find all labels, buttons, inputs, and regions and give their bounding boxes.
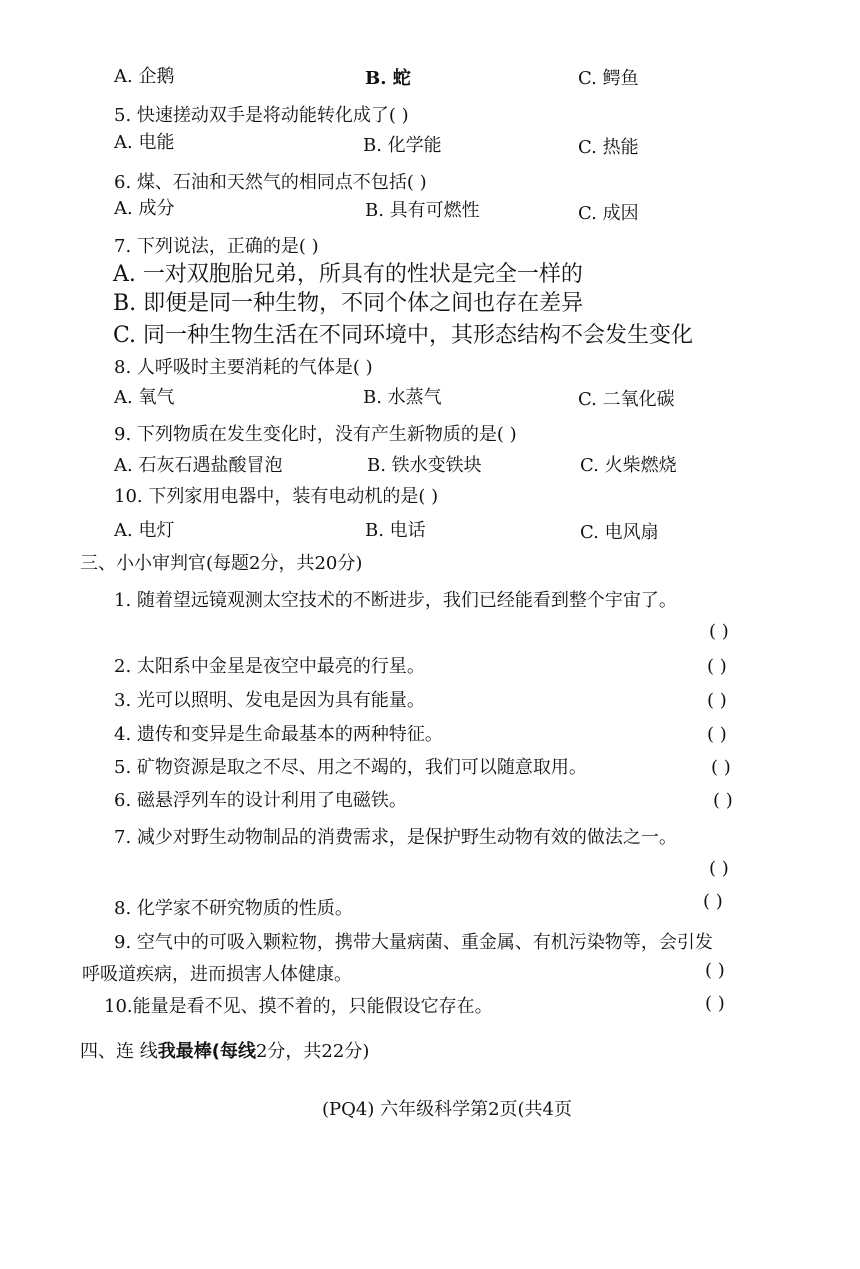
q4-option-a: A. 企鹅 (114, 66, 175, 87)
answer-paren-8[interactable]: ( ) (703, 891, 723, 912)
section4-title-part2: 我最棒(每线 (157, 1041, 256, 1062)
answer-paren-3[interactable]: ( ) (707, 690, 727, 711)
q10-option-a: A. 电灯 (114, 520, 175, 541)
q6-option-a: A. 成分 (114, 198, 175, 219)
q9-option-c: C. 火柴燃烧 (580, 455, 677, 476)
judge-item-3: 3. 光可以照明、发电是因为具有能量。 (114, 690, 425, 711)
q10-option-b: B. 电话 (365, 520, 426, 541)
q8-option-c: C. 二氧化碳 (578, 389, 675, 410)
judge-item-5: 5. 矿物资源是取之不尽、用之不竭的，我们可以随意取用。 (114, 757, 587, 778)
q9-option-b: B. 铁水变铁块 (367, 455, 482, 476)
answer-paren-6[interactable]: ( ) (713, 790, 733, 811)
answer-paren-2[interactable]: ( ) (707, 656, 727, 677)
answer-paren-4[interactable]: ( ) (707, 724, 727, 745)
q6-option-b: B. 具有可燃性 (365, 200, 480, 221)
q7-option-c: C. 同一种生物生活在不同环境中，其形态结构不会发生变化 (113, 323, 694, 348)
answer-paren-7[interactable]: ( ) (709, 858, 729, 879)
section4-title (80, 1043, 369, 1061)
q7-option-b: B. 即便是同一种生物，不同个体之间也存在差异 (113, 291, 584, 316)
section3-title: 三、小小审判官(每题2分，共20分) (80, 553, 363, 574)
q4-option-c: C. 鳄鱼 (578, 68, 639, 89)
judge-item-10: 10.能量是看不见、摸不着的，只能假设它存在。 (104, 996, 493, 1017)
q9-option-a: A. 石灰石遇盐酸冒泡 (114, 455, 283, 476)
q4-option-b: B. 蛇 (365, 68, 411, 89)
answer-paren-1[interactable]: ( ) (709, 621, 729, 642)
q8-option-b: B. 水蒸气 (363, 387, 442, 408)
answer-paren-10[interactable]: ( ) (705, 993, 725, 1014)
q8-option-a: A. 氧气 (114, 387, 175, 408)
q8-stem: 8. 人呼吸时主要消耗的气体是( ) (114, 357, 373, 378)
judge-item-2: 2. 太阳系中金星是夜空中最亮的行星。 (114, 656, 425, 677)
q7-option-a: A. 一对双胞胎兄弟，所具有的性状是完全一样的 (113, 262, 583, 287)
section4-title-part3: 2分，共22分) (255, 1041, 370, 1062)
q7-stem: 7. 下列说法，正确的是( ) (114, 236, 319, 257)
judge-item-4: 4. 遗传和变异是生命最基本的两种特征。 (114, 724, 443, 745)
answer-paren-9[interactable]: ( ) (705, 960, 725, 981)
q6-stem: 6. 煤、石油和天然气的相同点不包括( ) (114, 172, 427, 193)
q5-option-b: B. 化学能 (363, 135, 442, 156)
q5-option-c: C. 热能 (578, 137, 639, 158)
judge-item-7: 7. 减少对野生动物制品的消费需求，是保护野生动物有效的做法之一。 (114, 827, 677, 848)
answer-paren-5[interactable]: ( ) (711, 757, 731, 778)
q6-option-c: C. 成因 (578, 203, 639, 224)
q10-option-c: C. 电风扇 (580, 522, 659, 543)
judge-item-9: 9. 空气中的可吸入颗粒物，携带大量病菌、重金属、有机污染物等，会引发 (114, 932, 713, 953)
judge-item-9-continued: 呼吸道疾病，进而损害人体健康。 (82, 964, 352, 985)
section4-title-part1: 四、连 线 (80, 1041, 158, 1062)
page-footer: (PQ4) 六年级科学第2页(共4页 (322, 1099, 573, 1120)
q5-stem: 5. 快速搓动双手是将动能转化成了( ) (114, 105, 409, 126)
q9-stem: 9. 下列物质在发生变化时，没有产生新物质的是( ) (114, 424, 517, 445)
judge-item-1: 1. 随着望远镜观测太空技术的不断进步，我们已经能看到整个宇宙了。 (114, 590, 677, 611)
q10-stem: 10. 下列家用电器中，装有电动机的是( ) (114, 486, 439, 507)
judge-item-6: 6. 磁悬浮列车的设计利用了电磁铁。 (114, 790, 407, 811)
judge-item-8: 8. 化学家不研究物质的性质。 (114, 898, 353, 919)
q5-option-a: A. 电能 (114, 132, 175, 153)
